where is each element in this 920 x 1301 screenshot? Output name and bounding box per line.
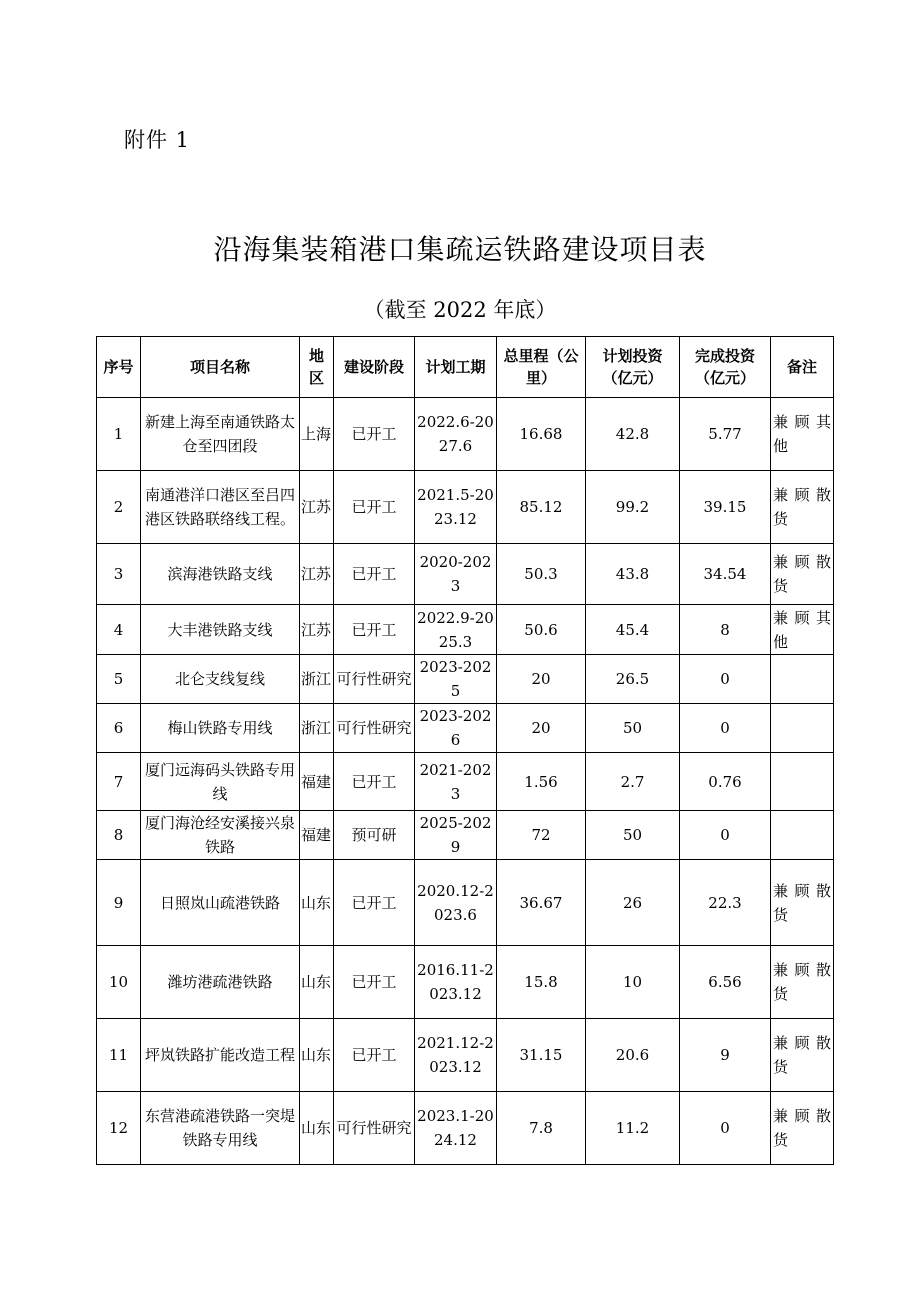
- table-row: [97, 544, 834, 605]
- table-row: [97, 1092, 834, 1165]
- cell-note: 兼顾散货: [771, 544, 834, 605]
- table-row: [97, 605, 834, 655]
- cell-period: 2022.6-2027.6: [415, 398, 497, 471]
- cell-no: 3: [97, 544, 141, 605]
- cell-region: 江苏: [300, 471, 334, 544]
- cell-period: 2022.9-2025.3: [415, 605, 497, 655]
- cell-note: [771, 753, 834, 811]
- cell-no: 12: [97, 1092, 141, 1165]
- cell-stage: 已开工: [334, 860, 415, 946]
- cell-note: 兼顾其他: [771, 398, 834, 471]
- table-row: [97, 753, 834, 811]
- cell-plan: 42.8: [586, 398, 680, 471]
- cell-length: 72: [497, 811, 586, 860]
- cell-no: 7: [97, 753, 141, 811]
- col-header-length: 总里程（公里）: [497, 337, 586, 398]
- cell-region: 江苏: [300, 605, 334, 655]
- cell-region: 山东: [300, 946, 334, 1019]
- cell-note: 兼顾散货: [771, 1092, 834, 1165]
- cell-plan: 43.8: [586, 544, 680, 605]
- cell-stage: 已开工: [334, 946, 415, 1019]
- cell-done: 22.3: [680, 860, 771, 946]
- cell-plan: 26: [586, 860, 680, 946]
- cell-region: 福建: [300, 811, 334, 860]
- cell-stage: 已开工: [334, 605, 415, 655]
- cell-plan: 10: [586, 946, 680, 1019]
- cell-done: 5.77: [680, 398, 771, 471]
- cell-period: 2023.1-2024.12: [415, 1092, 497, 1165]
- cell-plan: 50: [586, 811, 680, 860]
- page-subtitle: （截至 2022 年底）: [363, 298, 557, 322]
- cell-done: 0: [680, 1092, 771, 1165]
- cell-name: 新建上海至南通铁路太仓至四团段: [141, 398, 300, 471]
- col-header-stage: 建设阶段: [334, 337, 415, 398]
- cell-length: 20: [497, 704, 586, 753]
- cell-length: 1.56: [497, 753, 586, 811]
- table-row: [97, 704, 834, 753]
- cell-length: 15.8: [497, 946, 586, 1019]
- cell-name: 北仑支线复线: [141, 655, 300, 704]
- table-body: [97, 398, 834, 1165]
- cell-period: 2021-2023: [415, 753, 497, 811]
- col-header-no: 序号: [97, 337, 141, 398]
- cell-note: 兼顾散货: [771, 1019, 834, 1092]
- cell-done: 0: [680, 704, 771, 753]
- cell-done: 0: [680, 811, 771, 860]
- cell-period: 2020.12-2023.6: [415, 860, 497, 946]
- cell-plan: 11.2: [586, 1092, 680, 1165]
- cell-period: 2023-2026: [415, 704, 497, 753]
- col-header-period: 计划工期: [415, 337, 497, 398]
- cell-region: 山东: [300, 1019, 334, 1092]
- cell-note: 兼顾其他: [771, 605, 834, 655]
- col-header-plan: 计划投资（亿元）: [586, 337, 680, 398]
- cell-stage: 可行性研究: [334, 1092, 415, 1165]
- cell-name: 坪岚铁路扩能改造工程: [141, 1019, 300, 1092]
- cell-note: 兼顾散货: [771, 471, 834, 544]
- cell-done: 9: [680, 1019, 771, 1092]
- col-header-note: 备注: [771, 337, 834, 398]
- table-row: [97, 946, 834, 1019]
- cell-name: 厦门远海码头铁路专用线: [141, 753, 300, 811]
- cell-period: 2020-2023: [415, 544, 497, 605]
- cell-region: 福建: [300, 753, 334, 811]
- cell-done: 0.76: [680, 753, 771, 811]
- cell-done: 34.54: [680, 544, 771, 605]
- cell-plan: 50: [586, 704, 680, 753]
- cell-length: 20: [497, 655, 586, 704]
- cell-period: 2023-2025: [415, 655, 497, 704]
- cell-plan: 20.6: [586, 1019, 680, 1092]
- col-header-done: 完成投资（亿元）: [680, 337, 771, 398]
- cell-length: 50.6: [497, 605, 586, 655]
- cell-no: 10: [97, 946, 141, 1019]
- cell-length: 31.15: [497, 1019, 586, 1092]
- cell-period: 2021.12-2023.12: [415, 1019, 497, 1092]
- table-row: [97, 398, 834, 471]
- cell-note: [771, 811, 834, 860]
- project-table: [96, 336, 834, 1165]
- cell-done: 8: [680, 605, 771, 655]
- cell-no: 11: [97, 1019, 141, 1092]
- cell-region: 浙江: [300, 655, 334, 704]
- cell-region: 山东: [300, 860, 334, 946]
- cell-name: 梅山铁路专用线: [141, 704, 300, 753]
- cell-stage: 预可研: [334, 811, 415, 860]
- cell-name: 日照岚山疏港铁路: [141, 860, 300, 946]
- cell-region: 江苏: [300, 544, 334, 605]
- cell-period: 2021.5-2023.12: [415, 471, 497, 544]
- cell-plan: 26.5: [586, 655, 680, 704]
- cell-length: 7.8: [497, 1092, 586, 1165]
- cell-name: 滨海港铁路支线: [141, 544, 300, 605]
- cell-done: 39.15: [680, 471, 771, 544]
- cell-stage: 已开工: [334, 544, 415, 605]
- cell-region: 浙江: [300, 704, 334, 753]
- cell-no: 2: [97, 471, 141, 544]
- cell-note: 兼顾散货: [771, 860, 834, 946]
- cell-name: 南通港洋口港区至吕四港区铁路联络线工程。: [141, 471, 300, 544]
- cell-region: 山东: [300, 1092, 334, 1165]
- cell-done: 0: [680, 655, 771, 704]
- cell-stage: 可行性研究: [334, 655, 415, 704]
- cell-length: 50.3: [497, 544, 586, 605]
- cell-period: 2016.11-2023.12: [415, 946, 497, 1019]
- cell-plan: 99.2: [586, 471, 680, 544]
- cell-done: 6.56: [680, 946, 771, 1019]
- table-row: [97, 860, 834, 946]
- cell-name: 厦门海沧经安溪接兴泉铁路: [141, 811, 300, 860]
- cell-plan: 45.4: [586, 605, 680, 655]
- attachment-label: 附件 1: [124, 128, 191, 152]
- table-row: [97, 655, 834, 704]
- cell-name: 大丰港铁路支线: [141, 605, 300, 655]
- cell-note: 兼顾散货: [771, 946, 834, 1019]
- cell-region: 上海: [300, 398, 334, 471]
- cell-no: 8: [97, 811, 141, 860]
- cell-no: 9: [97, 860, 141, 946]
- page-title: 沿海集装箱港口集疏运铁路建设项目表: [213, 233, 707, 266]
- cell-length: 16.68: [497, 398, 586, 471]
- cell-stage: 已开工: [334, 753, 415, 811]
- cell-plan: 2.7: [586, 753, 680, 811]
- cell-stage: 已开工: [334, 471, 415, 544]
- cell-no: 6: [97, 704, 141, 753]
- cell-stage: 已开工: [334, 398, 415, 471]
- cell-period: 2025-2029: [415, 811, 497, 860]
- cell-name: 东营港疏港铁路一突堤铁路专用线: [141, 1092, 300, 1165]
- cell-note: [771, 655, 834, 704]
- cell-name: 潍坊港疏港铁路: [141, 946, 300, 1019]
- col-header-name: 项目名称: [141, 337, 300, 398]
- table-row: [97, 471, 834, 544]
- cell-note: [771, 704, 834, 753]
- table-header-row: [97, 337, 834, 398]
- cell-stage: 已开工: [334, 1019, 415, 1092]
- cell-length: 85.12: [497, 471, 586, 544]
- cell-length: 36.67: [497, 860, 586, 946]
- col-header-region: 地区: [300, 337, 334, 398]
- cell-stage: 可行性研究: [334, 704, 415, 753]
- table-row: [97, 1019, 834, 1092]
- cell-no: 5: [97, 655, 141, 704]
- cell-no: 4: [97, 605, 141, 655]
- cell-no: 1: [97, 398, 141, 471]
- table-row: [97, 811, 834, 860]
